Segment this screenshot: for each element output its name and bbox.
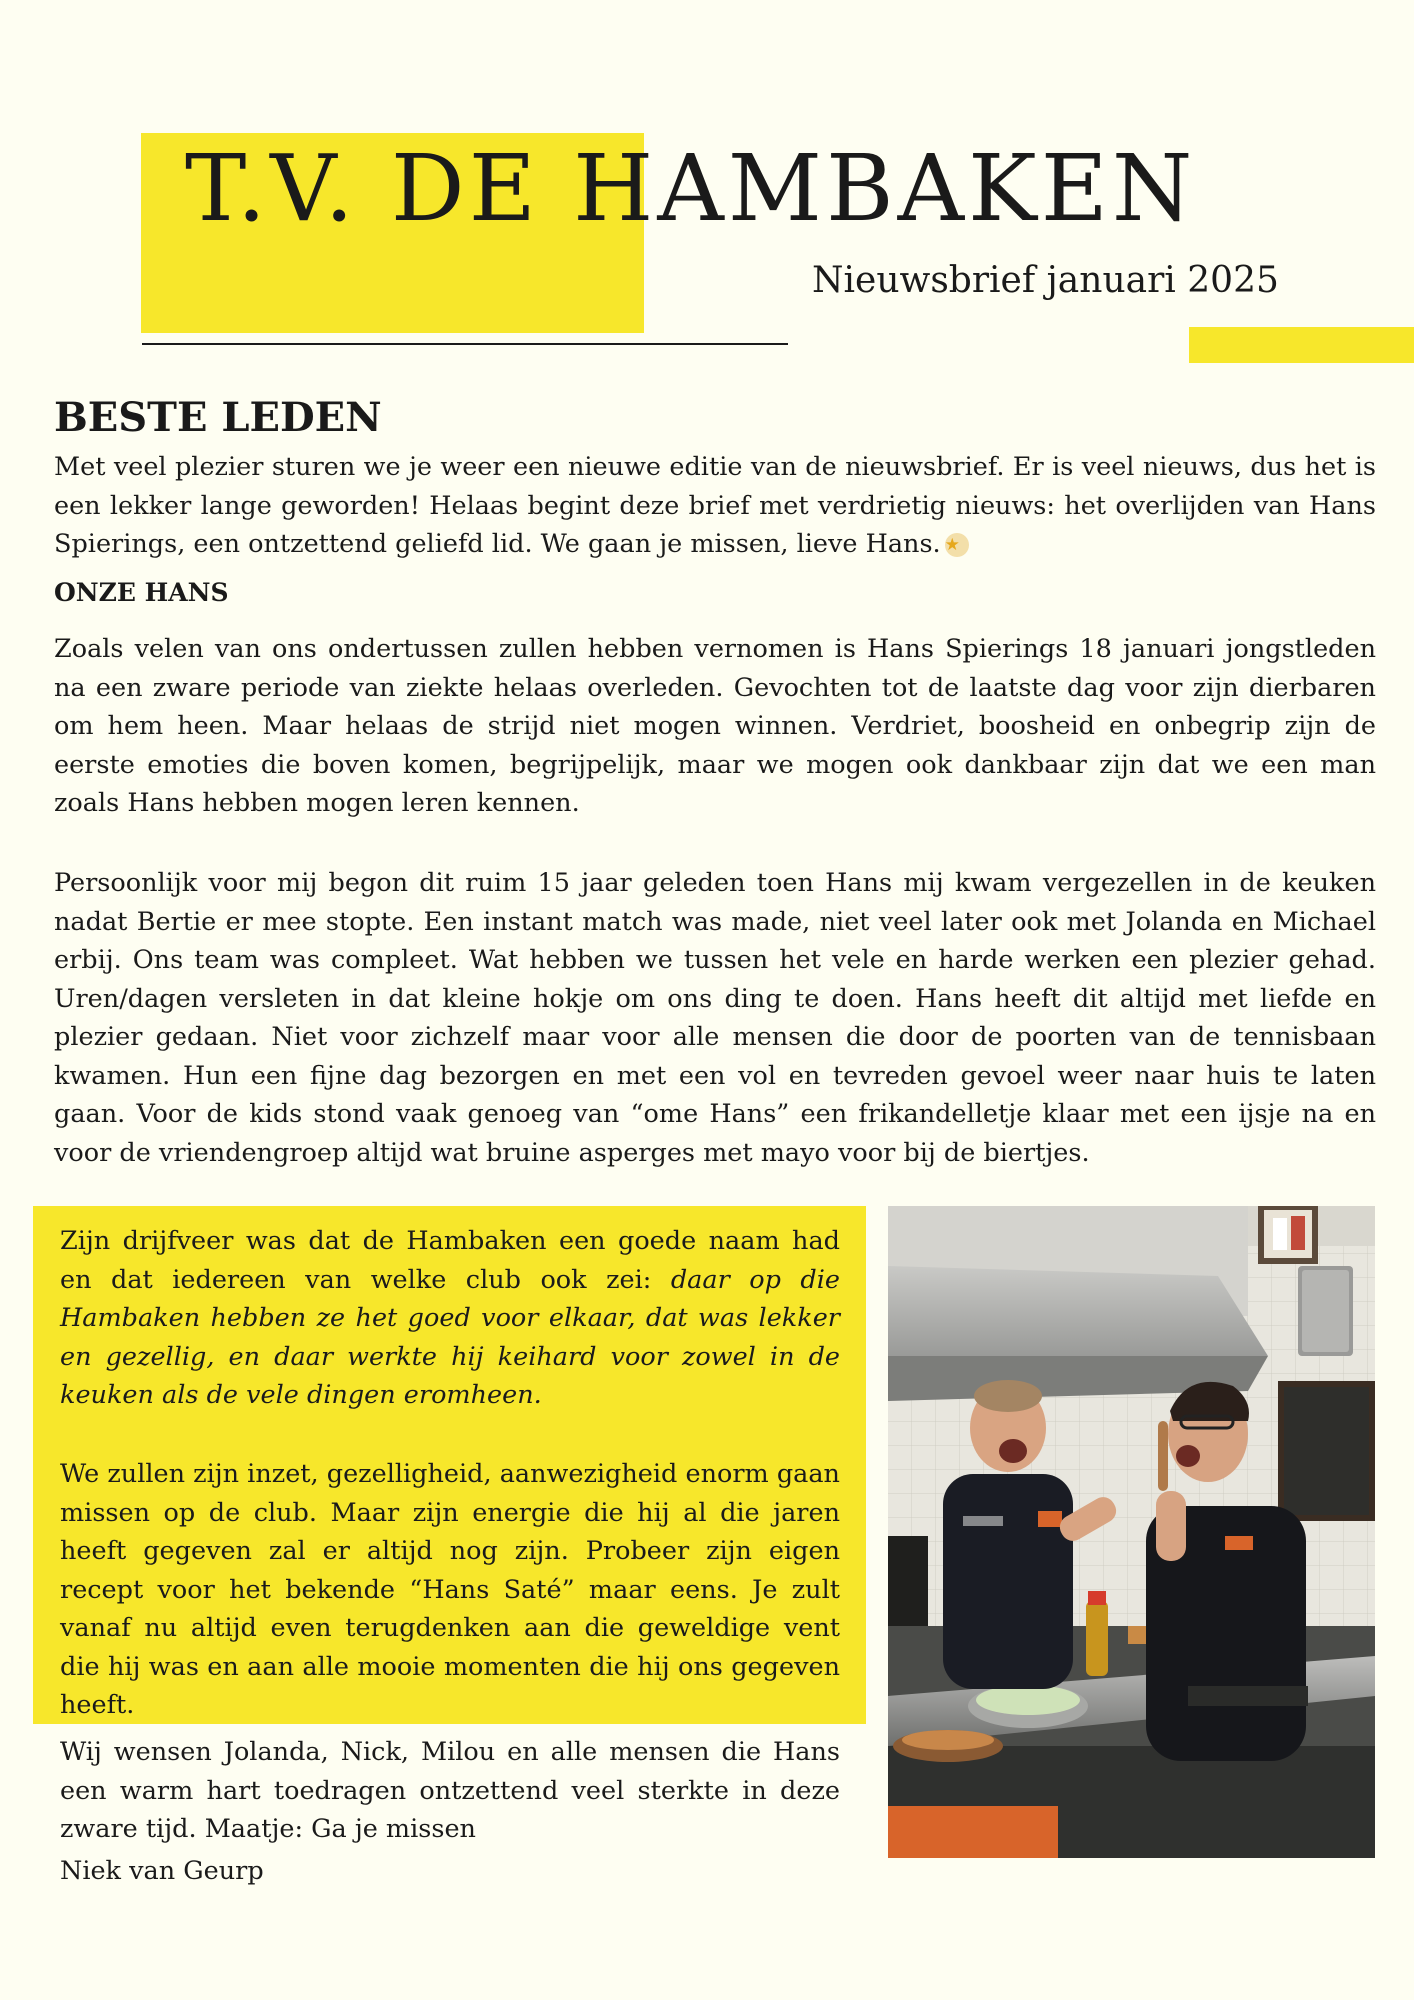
accent-bar [1189,327,1414,363]
article-paragraph-1: Zoals velen van ons ondertussen zullen hebben vernomen is Hans Spierings 18 januari jongstleden na een zware periode van ziekte helaas overleden. Gevochten tot de laatste dag voor zijn dierbaren om hem heen. Maar helaas de strijd niet mogen winnen. Verdriet, boosheid en onbegrip zijn de eerste emoties die boven komen, begrijpelijk, maar we mogen ook dankbaar zijn dat we een man zoals Hans hebben mogen leren kennen. [54,634,1376,818]
greeting-heading: BESTE LEDEN [54,394,382,441]
highlight-quote: daar op die Hambaken hebben ze het goed voor elkaar, dat was lekker en gezellig, en daar werkte hij keihard voor zowel in de keuken als de vele dingen eromheen. [60,1264,840,1410]
intro-text: Met veel plezier sturen we je weer een nieuwe editie van de nieuwsbrief. Er is veel nieuws, dus het is een lekker lange geworden! Helaas begint deze brief met verdrietig nieuws: het overlijden van Hans Spierings, een ontzettend geliefd lid. We gaan je missen, lieve Hans. [54,452,1376,559]
newsletter-subtitle: Nieuwsbrief januari 2025 [812,260,1279,301]
newsletter-title: T.V. DE HAMBAKEN [185,135,1197,242]
highlight-paragraph-2: We zullen zijn inzet, gezelligheid, aanwezigheid enorm gaan missen op de club. Maar zijn energie die hij al die jaren heeft gegeven zal er altijd nog zijn. Probeer zijn eigen recept voor het bekende “Hans Saté” maar eens. Je zult vanaf nu altijd even terugdenken aan die geweldige vent die hij was en aan alle mooie momenten die hij ons gegeven heeft. [60,1459,840,1720]
two-men-in-kitchen-photo [888,1206,1375,1858]
section-heading: ONZE HANS [54,578,229,607]
dizzy-star-icon: ★ [945,533,969,557]
closing-paragraph: Wij wensen Jolanda, Nick, Milou en alle mensen die Hans een warm hart toedragen ontzettend veel sterkte in deze zware tijd. Maatje: Ga je missen [60,1737,840,1844]
intro-paragraph [54,448,1376,564]
title-divider [142,343,788,345]
article-paragraph-2: Persoonlijk voor mij begon dit ruim 15 jaar geleden toen Hans mij kwam vergezellen in de keuken nadat Bertie er mee stopte. Een instant match was made, niet veel later ook met Jolanda en Michael erbij. Ons team was compleet. Wat hebben we tussen het vele en harde werken een plezier gehad. Uren/dagen versleten in dat kleine hokje om ons ding te doen. Hans heeft dit altijd met liefde en plezier gedaan. Niet voor zichzelf maar voor alle mensen die door de poorten van de tennisbaan kwamen. Hun een fijne dag bezorgen en met een vol en tevreden gevoel weer naar huis te laten gaan. Voor de kids stond vaak genoeg van “ome Hans” een frikandelletje klaar met een ijsje na en voor de vriendengroep altijd wat bruine asperges met mayo voor bij de biertjes. [54,868,1376,1168]
highlight-lead: Zijn drijfveer was dat de Hambaken een goede naam had en dat iedereen van welke club ook zei: [60,1226,840,1295]
kitchen-photo-illustration [888,1206,1375,1858]
highlight-paragraph-1 [60,1222,840,1415]
signature: Niek van Geurp [60,1856,264,1886]
